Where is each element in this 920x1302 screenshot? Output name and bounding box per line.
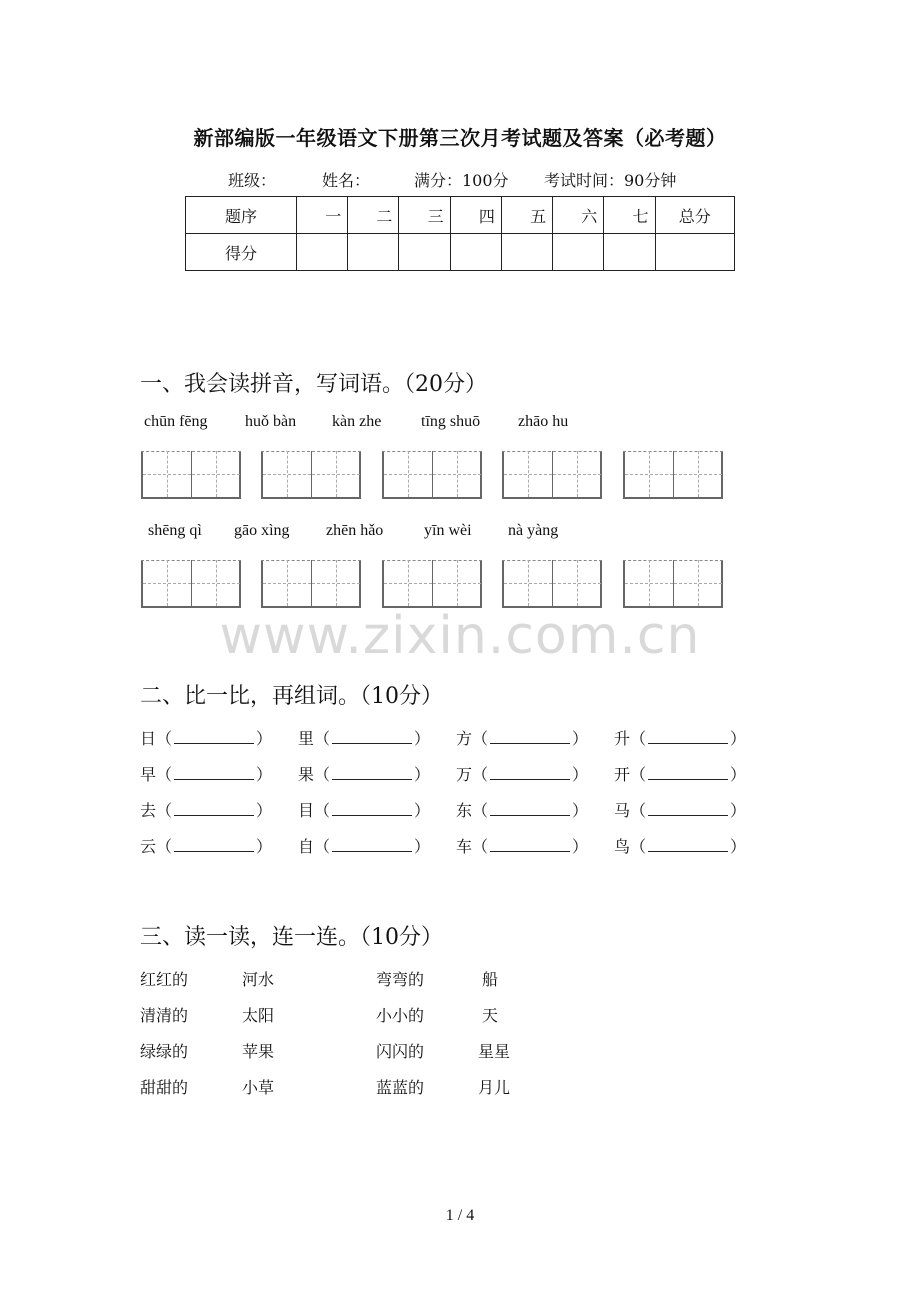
match-left[interactable]: 蓝蓝的 [376,1078,425,1097]
answer-blank[interactable] [648,801,728,816]
writing-grid[interactable] [261,451,361,499]
section1-heading: 一、我会读拼音，写词语。（20分） [140,372,487,397]
answer-blank[interactable] [332,729,412,744]
pinyin: zhāo hu [518,413,569,430]
paren-open: （ [156,837,173,856]
paren-close: ） [730,729,747,748]
paren-open: （ [472,801,489,820]
paren-open: （ [472,729,489,748]
paren-open: （ [314,837,331,856]
answer-blank[interactable] [490,837,570,852]
char: 云 [140,837,157,856]
pinyin: tīng shuō [421,413,481,430]
class-label: 班级： [228,171,277,190]
match-right[interactable]: 船 [482,970,499,989]
char: 里 [298,729,315,748]
writing-grid[interactable] [261,560,361,608]
row-label-order: 题序 [186,197,297,234]
paren-close: ） [414,765,431,784]
pinyin: chūn fēng [144,413,208,430]
col-header-total: 总分 [655,197,734,234]
answer-blank[interactable] [648,837,728,852]
paren-close: ） [414,801,431,820]
pinyin: kàn zhe [332,413,382,430]
paren-open: （ [472,837,489,856]
answer-blank[interactable] [490,765,570,780]
paren-open: （ [156,765,173,784]
score-cell[interactable] [604,234,655,271]
writing-grid[interactable] [141,451,241,499]
char: 东 [456,801,473,820]
paren-close: ） [256,765,273,784]
char: 马 [614,801,631,820]
pinyin: nà yàng [508,522,559,539]
char: 自 [298,837,315,856]
col-header: 四 [450,197,501,234]
match-left[interactable]: 弯弯的 [376,970,425,989]
answer-blank[interactable] [648,729,728,744]
answer-blank[interactable] [648,765,728,780]
col-header: 五 [501,197,552,234]
char: 果 [298,765,315,784]
pinyin: huǒ bàn [245,413,297,430]
writing-grid[interactable] [623,560,723,608]
answer-blank[interactable] [490,729,570,744]
table-row [186,197,735,234]
writing-grid[interactable] [623,451,723,499]
paren-close: ） [730,801,747,820]
paren-open: （ [314,729,331,748]
answer-blank[interactable] [174,837,254,852]
paren-open: （ [630,801,647,820]
score-cell[interactable] [297,234,348,271]
score-cell[interactable] [450,234,501,271]
paren-close: ） [730,837,747,856]
paren-close: ） [572,729,589,748]
exam-time-label: 考试时间：90分钟 [544,171,677,190]
writing-grid[interactable] [502,560,602,608]
match-left[interactable]: 清清的 [140,1006,189,1025]
paren-open: （ [630,765,647,784]
score-cell[interactable] [501,234,552,271]
char: 万 [456,765,473,784]
char: 车 [456,837,473,856]
match-right[interactable]: 河水 [242,970,275,989]
match-left[interactable]: 绿绿的 [140,1042,189,1061]
paren-open: （ [630,729,647,748]
page-number: 1 / 4 [445,1207,475,1224]
page-title: 新部编版一年级语文下册第三次月考试题及答案（必考题） [193,126,727,150]
char: 目 [298,801,315,820]
paren-open: （ [630,837,647,856]
answer-blank[interactable] [490,801,570,816]
answer-blank[interactable] [332,801,412,816]
char: 方 [456,729,473,748]
char: 升 [614,729,631,748]
answer-blank[interactable] [174,765,254,780]
row-label-score: 得分 [186,234,297,271]
paren-close: ） [414,837,431,856]
paren-open: （ [472,765,489,784]
score-cell[interactable] [655,234,734,271]
paren-close: ） [572,837,589,856]
name-label: 姓名： [322,171,371,190]
writing-grid[interactable] [502,451,602,499]
writing-grid[interactable] [141,560,241,608]
match-right[interactable]: 小草 [242,1078,275,1097]
section3-heading: 三、读一读，连一连。（10分） [140,925,443,950]
paren-open: （ [156,729,173,748]
match-right[interactable]: 苹果 [242,1042,275,1061]
pinyin: shēng qì [148,522,202,539]
paren-close: ） [256,801,273,820]
match-left[interactable]: 红红的 [140,970,189,989]
section2-heading: 二、比一比，再组词。（10分） [140,684,443,709]
score-table [185,196,735,271]
answer-blank[interactable] [332,837,412,852]
char: 开 [614,765,631,784]
score-cell[interactable] [553,234,604,271]
char: 去 [140,801,157,820]
match-right[interactable]: 星星 [478,1042,511,1061]
watermark: www.zixin.com.cn [219,606,701,666]
char: 早 [140,765,157,784]
answer-blank[interactable] [174,729,254,744]
paren-open: （ [156,801,173,820]
answer-blank[interactable] [332,765,412,780]
paren-close: ） [256,729,273,748]
pinyin: zhēn hǎo [326,522,384,539]
writing-grid[interactable] [382,560,482,608]
char: 鸟 [614,837,631,856]
char: 日 [140,729,157,748]
col-header: 三 [399,197,450,234]
match-left[interactable]: 甜甜的 [140,1078,189,1097]
writing-grid[interactable] [382,451,482,499]
answer-blank[interactable] [174,801,254,816]
paren-open: （ [314,801,331,820]
match-right[interactable]: 天 [482,1006,499,1025]
paren-close: ） [414,729,431,748]
match-right[interactable]: 太阳 [242,1006,275,1025]
paren-close: ） [572,801,589,820]
col-header: 七 [604,197,655,234]
col-header: 六 [553,197,604,234]
col-header: 一 [297,197,348,234]
match-left[interactable]: 闪闪的 [376,1042,425,1061]
pinyin: gāo xìng [234,522,290,539]
paren-close: ） [572,765,589,784]
score-cell[interactable] [399,234,450,271]
paren-close: ） [256,837,273,856]
match-left[interactable]: 小小的 [376,1006,425,1025]
match-right[interactable]: 月儿 [478,1078,511,1097]
paren-open: （ [314,765,331,784]
paren-close: ） [730,765,747,784]
col-header: 二 [348,197,399,234]
pinyin: yīn wèi [424,522,472,539]
table-row [186,234,735,271]
full-score-label: 满分：100分 [414,171,509,190]
score-cell[interactable] [348,234,399,271]
